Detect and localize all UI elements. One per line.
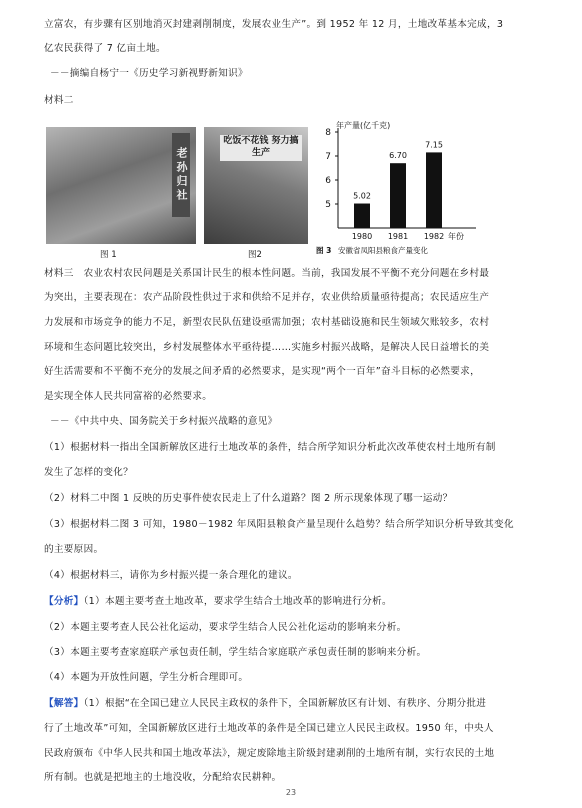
analysis-text: （1）本题主要考查土地改革，要求学生结合土地改革的影响进行分析。 [83, 596, 392, 607]
text-line: 立富农，有步骤有区别地消灭封建剥削制度，发展农业生产”。到 1952 年 12 月，土地改革基本完成，3 [44, 19, 504, 30]
bar-value-label: 7.15 [425, 140, 443, 150]
question-3: （3）根据材料二图 3 可知，1980－1982 年凤阳县粮食产量呈现什么趋势？结合所学知识分析导致其变化 [44, 519, 514, 530]
text-line: 亿农民获得了 7 亿亩土地。 [44, 43, 166, 54]
analysis-line: （2）本题主要考查人民公社化运动，要求学生结合人民公社化运动的影响来分析。 [44, 622, 407, 633]
material-heading: 材料二 [44, 95, 74, 106]
y-axis-label: 年产量(亿千克) [336, 121, 391, 130]
question-4: （4）根据材料三，请你为乡村振兴提一条合理化的建议。 [44, 570, 298, 581]
y-tick-label: 6 [325, 176, 331, 186]
bar-1981 [390, 163, 406, 228]
answer-line: 所有制。也就是把地主的土地没收，分配给农民耕种。 [44, 772, 282, 783]
analysis-tag: 【分析】 [44, 596, 84, 607]
figure-1-sign: 老孙归社 [172, 133, 190, 217]
bar-1982 [426, 152, 442, 228]
analysis-line-1 [44, 594, 552, 609]
material-3-line: 好生活需要和不平衡不充分的发展之间矛盾的必然要求，是实现“两个一百年”奋斗目标的必然要求， [44, 366, 480, 377]
question-3-cont: 的主要原因。 [44, 544, 104, 555]
question-1-cont: 发生了怎样的变化？ [44, 467, 134, 478]
analysis-line: （3）本题主要考查家庭联产承包责任制，学生结合家庭联产承包责任制的影响来分析。 [44, 647, 427, 658]
page-number: 23 [285, 788, 297, 797]
y-tick-label: 8 [325, 128, 331, 138]
figure-3-caption: 图 3 [316, 246, 332, 255]
x-axis-label: 年份 [448, 232, 464, 241]
y-tick-label: 5 [325, 200, 331, 210]
material-3-line: 力发展和市场竞争的能力不足，新型农民队伍建设亟需加强；农村基础设施和民生领域欠账较多，农村 [44, 317, 490, 328]
y-tick-label: 7 [325, 152, 331, 162]
material-3-line: 材料三 农业农村农民问题是关系国计民生的根本性问题。当前，我国发展不平衡不充分问题在乡村最 [44, 268, 490, 279]
material-3-line: 为突出，主要表现在：农产品阶段性供过于求和供给不足并存，农业供给质量亟待提高；农民适应生产 [44, 292, 490, 303]
figure-3-title: 安徽省凤阳县粮食产量变化 [338, 246, 428, 255]
answer-tag: 【解答】 [44, 698, 84, 709]
question-1: （1）根据材料一指出全国新解放区进行土地改革的条件，结合所学知识分析此次改革使农村土地所有制 [44, 442, 496, 453]
figure-3-bar-chart [316, 118, 568, 258]
material-3-line: 环境和生态问题比较突出，乡村发展整体水平亟待提……实施乡村振兴战略，是解决人民日益增长的美 [44, 342, 490, 353]
bar-value-label: 6.70 [389, 151, 407, 161]
bar-1980 [354, 204, 370, 228]
x-tick-label: 1980 [351, 232, 373, 241]
source-citation: －－摘编自杨宁一《历史学习新视野新知识》 [50, 68, 248, 79]
figure-2-photo [204, 127, 308, 244]
figure-1-photo [46, 127, 196, 244]
source-citation: －－《中共中央、国务院关于乡村振兴战略的意见》 [50, 416, 278, 427]
x-tick-label: 1981 [387, 232, 409, 241]
answer-line-1 [44, 696, 552, 711]
answer-line: 行了土地改革”可知，全国新解放区进行土地改革的条件是全国已建立人民民主政权。1950 年，中央人 [44, 723, 494, 734]
figure-2-slogan: 吃饭不花钱 努力搞生产 [220, 135, 302, 161]
material-3-line: 是实现全体人民共同富裕的必然要求。 [44, 391, 213, 402]
x-tick-label: 1982 [423, 232, 445, 241]
figure-2-caption: 图2 [248, 250, 262, 260]
figure-1-caption: 图 1 [100, 250, 117, 260]
question-2: （2）材料二中图 1 反映的历史事件使农民走上了什么道路？图 2 所示现象体现了哪一运动？ [44, 493, 453, 504]
bar-value-label: 5.02 [353, 191, 371, 201]
answer-text: （1）根据“在全国已建立人民民主政权的条件下，全国新解放区有计划、有秩序、分期分批进 [83, 698, 487, 709]
analysis-line: （4）本题为开放性问题，学生分析合理即可。 [44, 672, 249, 683]
answer-line: 民政府颁布《中华人民共和国土地改革法》，规定废除地主阶级封建剥削的土地所有制，实行农民的土地 [44, 748, 495, 759]
